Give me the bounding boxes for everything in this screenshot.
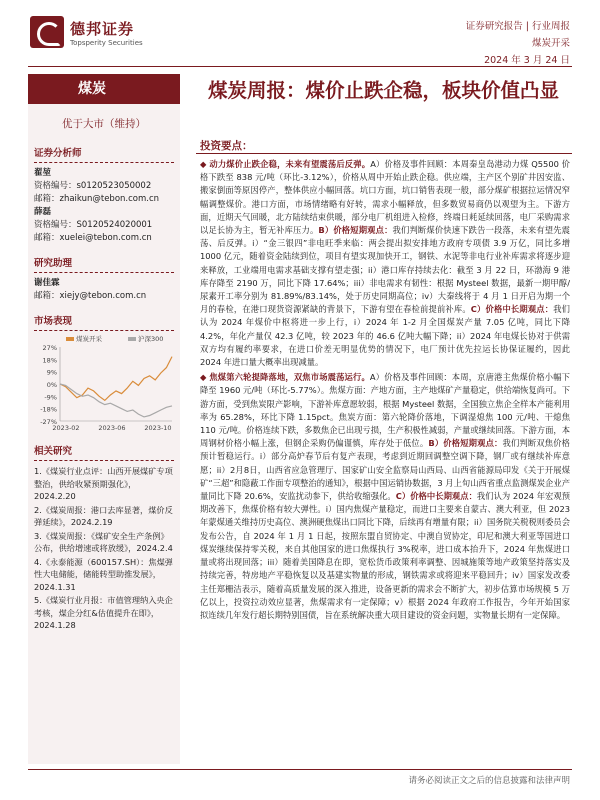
analysts-list bbox=[28, 163, 180, 251]
paragraph-text: 我们判断煤价快速下跌告一段落，未来有望先震荡、后反弹。i）“金三银四”非电旺季来临：两会提出拟安排地方政府专项债 3.9 万亿，同比多增 1000 亿元，随着资金陆续到位，项目有望实现加快开工，钢铁、水泥等非电行业补库需求将逐步迎来释放，工业端用电需求基础支撑有望走强；ii）港口库存持续去化：截至 3 月 22 日，环渤海 9 港库存降至 2190 万，同比下降 17.64%；iii）非电需求有韧性：根据 Mysteel 数据，最新一期甲醇/尿素开工率分别为 81.89%/83.14%，处于历史同期高位；iv）大秦线将于 4 月 1 日开启为期一个月的春检，在港口现货资源紧缺的背景下，下游有望在春检前提前补库。 bbox=[200, 225, 570, 315]
analyst-email[interactable]: 邮箱：zhaikun@tebon.com.cn bbox=[34, 194, 160, 204]
related-item[interactable]: 4.《永泰能源（600157.SH）：焦煤弹性大电储能，储能转型助推发展》，2024.1.31 bbox=[34, 556, 173, 592]
series-line bbox=[60, 384, 172, 417]
analyst-name: 薛磊 bbox=[34, 207, 52, 217]
paragraph-coking-coal bbox=[200, 371, 570, 622]
paragraph-lead: B）价格短期观点： bbox=[428, 438, 503, 449]
researcher-name: 谢佳霖 bbox=[34, 278, 60, 288]
related-heading: 相关研究 bbox=[34, 439, 174, 461]
y-tick-label: 27% bbox=[42, 344, 57, 352]
x-tick-label: 2023-06 bbox=[98, 424, 126, 432]
brand-logo-icon bbox=[30, 16, 64, 48]
x-tick-label: 2023-10 bbox=[144, 424, 172, 432]
x-tick-label: 2023-02 bbox=[52, 424, 80, 432]
analyst-name: 翟堃 bbox=[34, 168, 52, 178]
paragraph-lead: C）价格中长期观点： bbox=[470, 304, 554, 315]
analyst-cert: 资格编号：s0120523050002 bbox=[34, 181, 152, 191]
sidebar bbox=[28, 74, 180, 764]
key-points-label: 投资要点： bbox=[200, 140, 253, 152]
legend-swatch bbox=[128, 337, 136, 341]
disclaimer: 请务必阅读正文之后的信息披露和法律声明 bbox=[408, 776, 570, 786]
y-tick-label: -9% bbox=[44, 393, 57, 402]
report-header bbox=[466, 18, 570, 69]
bullet-icon: ◆ bbox=[200, 159, 210, 169]
bullet-icon: ◆ bbox=[200, 372, 210, 383]
analyst-cert: 资格编号：S0120524020001 bbox=[34, 220, 153, 230]
brand-name: 德邦证券 bbox=[70, 19, 135, 38]
paragraph-text: 我们判断双焦价格预计暂稳运行。i）部分高炉春节后有复产表现，考虑到近期回调整空调下降，钢厂或有继续补库意愿；ii）2月8日，山西省应急管理厅、国家矿山安全监察局山西局、山西省能源局印发《关于开展煤矿“三超”和隐蔽工作面专项整治的通知》，根据中国运销协数据，3 月上旬山西省重点监测煤炭企业产量同比下降 20.6%，安监扰动参下，供给收缩强化。 bbox=[200, 438, 570, 502]
researcher-email[interactable]: 邮箱：xiejy@tebon.com.cn bbox=[34, 291, 147, 301]
brand-name-en: Topsperity Securities bbox=[70, 38, 143, 47]
y-tick-label: 18% bbox=[42, 356, 57, 365]
y-tick-label: 0% bbox=[46, 381, 57, 389]
paragraph-lead: 焦煤第六轮提降落地，双焦市场震荡运行。 bbox=[209, 372, 370, 383]
related-item[interactable]: 5.《煤炭行业月报：市值管理纳入央企考核，煤企分红&估值提升在即》，2024.1.28 bbox=[34, 595, 173, 630]
related-list bbox=[28, 461, 180, 637]
paragraph-text: A）价格及事件回顾：本周秦皇岛港动力煤 Q5500 价格下跌至 838 元/吨（环比-3.12%），价格从周中开始止跌企稳。供应端，主产区个别矿井因安监、搬家倒面等原因停产，整体供应小幅回落。坑口方面，坑口销售表现一般，部分煤矿根据拉运情况窄幅调整煤价。港口方面，市场情绪略有好转，需求小幅释放，但多数贸易商仍以观望为主。下游方面，近期天气回暖，北方陆续结束供暖，部分电厂机组进入检修，终端日耗延续回落，电厂采购需求以足长协为主，暂无补库压力。 bbox=[200, 159, 570, 236]
y-tick-label: -18% bbox=[40, 405, 57, 414]
paragraph-lead: B）价格短期观点： bbox=[318, 225, 393, 236]
paragraph-lead: 动力煤价止跌企稳，未来有望震荡后反弹。 bbox=[209, 159, 371, 169]
related-item[interactable]: 2.《煤炭周报：港口去库显著，煤价反弹延续》，2024.2.19 bbox=[34, 504, 173, 527]
market-heading: 市场表现 bbox=[34, 309, 174, 331]
report-type: 证券研究报告 | 行业周报 bbox=[465, 21, 570, 32]
rating: 优于大市（维持） bbox=[62, 118, 146, 130]
paragraph-thermal-coal bbox=[200, 158, 570, 369]
analysts-heading: 证券分析师 bbox=[34, 141, 174, 163]
footer-divider bbox=[28, 769, 572, 770]
paragraph-text: 我们认为 2024 年煤价中枢将进一步上行，i）2024 年 1-2 月全国煤炭产量 7.05 亿吨，同比下降 4.2%，年化产量仅 42.3 亿吨，较 2023 年的 46.6 亿吨大幅下降；ii）2024 年电煤长协对于供需双方均有履约率要求，在进口价差无明显优势的情况下，电厂预计优先拉运长协保证履约，因此 2024 年进口量大概率出现减量。 bbox=[200, 304, 570, 368]
researcher-info bbox=[28, 273, 180, 309]
key-points-divider bbox=[196, 153, 572, 154]
y-tick-label: -27% bbox=[40, 418, 57, 426]
market-chart-svg bbox=[32, 333, 176, 433]
researcher-heading: 研究助理 bbox=[34, 251, 174, 273]
paragraph-text: A）价格及事件回顾：本周，京唐港主焦煤价格小幅下降至 1960 元/吨（环比-5.77%）。焦煤方面：产地方面，主产地煤矿产量稳定，供给端恢复尚可。下游方面，受到焦炭限产影响，下游补库意愿较弱，根据 Mysteel 数据，全国独立焦企全样本产能利用率为 65.28%，环比下降 1.15pct。焦炭方面：第六轮降价落地，下调湿熄焦 100 元/吨、干熄焦 110 元/吨。价格连续下跌，多数焦企已出现亏损，生产积极性减弱，产量或继续回落。下游方面，本周钢材价格小幅上涨，但钢企采购仍偏谨慎，库存处于低位。 bbox=[200, 372, 570, 449]
legend-label: 煤炭开采 bbox=[76, 335, 102, 343]
related-item[interactable]: 1.《煤炭行业点评：山西开展煤矿专项整治，供给收紧预期强化》，2024.2.20 bbox=[34, 466, 173, 501]
report-date: 2024 年 3 月 24 日 bbox=[484, 55, 570, 66]
legend-label: 沪深300 bbox=[138, 335, 164, 343]
brand-logo bbox=[30, 16, 143, 48]
paragraph-lead: C）价格中长期观点： bbox=[395, 491, 477, 502]
related-item[interactable]: 3.《煤炭周报：《煤矿安全生产条例》公布，供给增速或将放缓》，2024.2.4 bbox=[34, 530, 173, 553]
header-divider bbox=[28, 66, 572, 67]
report-industry: 煤炭开采 bbox=[531, 38, 570, 49]
analyst-email[interactable]: 邮箱：xuelei@tebon.com.cn bbox=[34, 233, 152, 243]
report-body bbox=[200, 158, 570, 624]
legend-swatch bbox=[66, 337, 74, 341]
y-tick-label: 9% bbox=[46, 368, 57, 377]
market-chart bbox=[32, 333, 176, 437]
paragraph-text: 我们认为 2024 年宏观预期改善下，焦煤价格有较大弹性。i）国内焦煤产量稳定，而进口主要来自蒙古、澳大利亚，但 2023 年蒙煤通关维持历史高位、澳洲硬焦煤出口同比下降，后续再有增量有限；ii）国务院关税税则委员会发布公告，自 2024 年 1 月 1 日起，按照东盟自贸协定、中澳自贸协定，印尼和澳大利亚等国进口煤炭继续保持零关税，来自其他国家的进口焦煤执行 3%税率，进口成本抬升下，2024 年焦煤进口量或将出现回落；iii）随着美国降息在即，宽松货币政策利率调整、因城施策等地产政策坚持落实及持续完善，特房地产平稳恢复以及基建实物量的形成，钢铁需求或将迎来平稳回升；iv）国家发改委主任郑栅洁表示，随着高质量发展的深入推进，设备更新的需求会不断扩大，初步估算市场规模 5 万亿以上，投资拉动效应显著，焦煤需求有一定保障；v）根据 2024 年政府工作报告，今年开始国家拟连续几年发行超长期特别国债，旨在系统解决重大项目建设的资金问题，实物量长期有一定保障。 bbox=[200, 491, 571, 620]
report-title: 煤炭周报：煤价止跌企稳，板块价值凸显 bbox=[207, 79, 559, 102]
sector-label: 煤炭 bbox=[28, 74, 180, 104]
